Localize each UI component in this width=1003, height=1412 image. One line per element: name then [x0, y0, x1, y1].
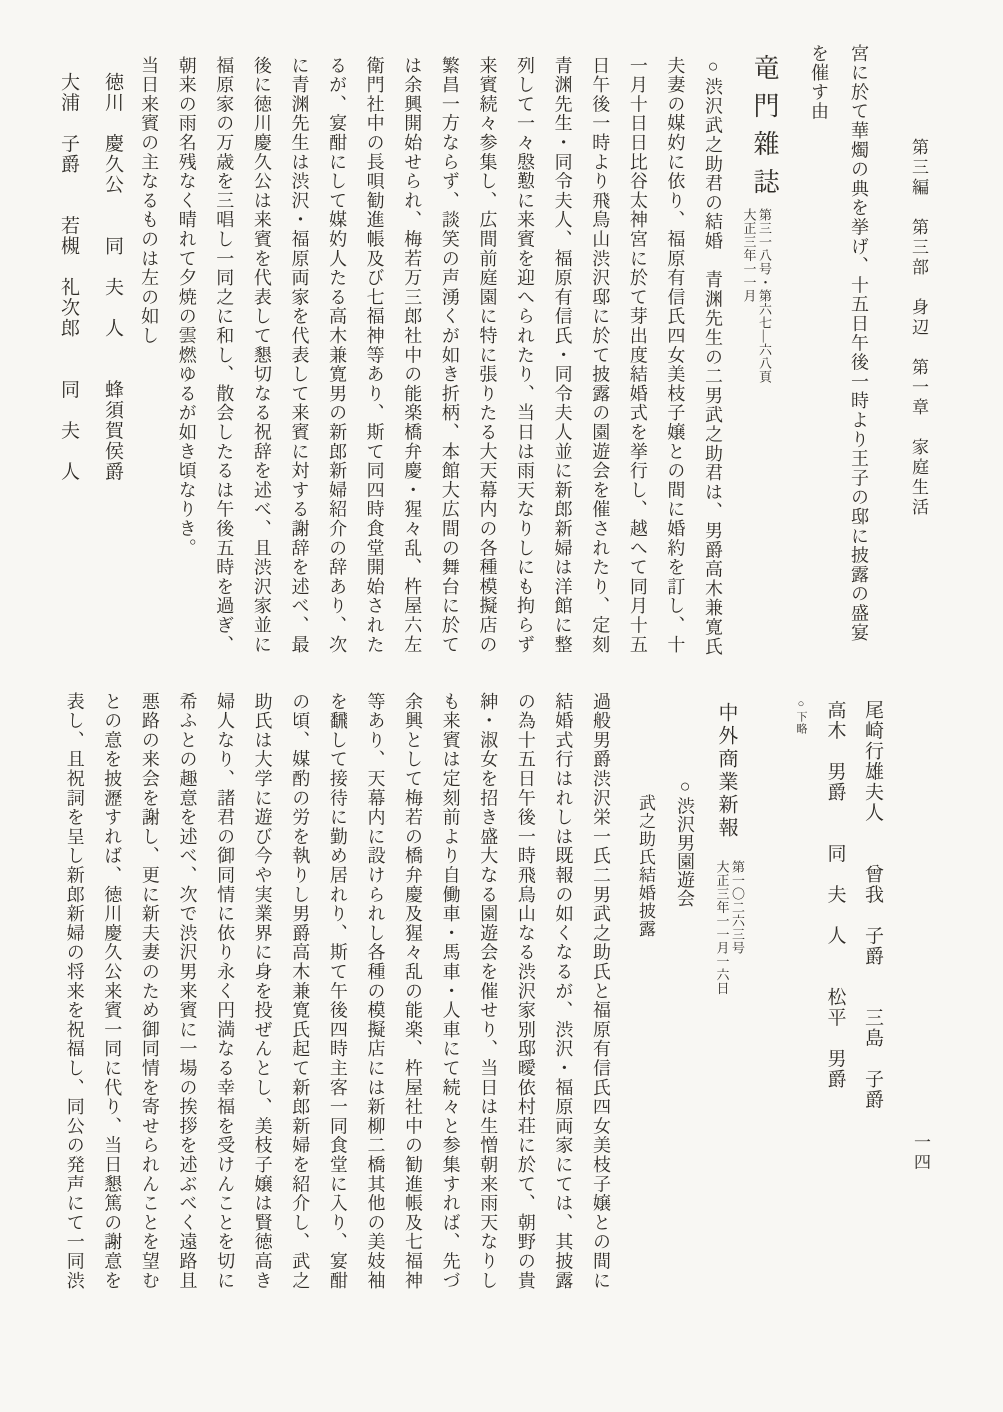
- citation-date: 大正三年一一月一六日: [714, 860, 730, 995]
- guest-names-line: 尾崎行雄夫人 曾我 子爵 三島 子爵: [862, 700, 883, 1110]
- text-line: 夫妻の媒妁に依り、福原有信氏四女美枝子嬢との間に婚約を訂し、十: [665, 56, 686, 655]
- article-body: [130, 56, 732, 656]
- guest-names-line: 徳川 慶久公 同 夫 人 蜂須賀侯爵: [102, 72, 123, 482]
- guest-names-line: 高木 男爵 同 夫 人 松平 男爵: [824, 700, 846, 1090]
- citation-date: 大正三年一一月: [741, 208, 757, 303]
- text-line: も来賓は定刻前より自働車・馬車・人車にて続々と参集すれば、先づ: [440, 692, 461, 1291]
- text-line: 後に徳川慶久公は来賓を代表して懇切なる祝辞を述べ、且渋沢家並に: [251, 56, 272, 655]
- text-line: を飜して接待に勤め居れり、斯て午後四時主客一同食堂に入り、宴酣: [327, 692, 348, 1291]
- journal-title-chugai: 中外商業新報: [715, 702, 737, 840]
- text-line: 日午後一時より飛鳥山渋沢邸に於て披露の園遊会を催されたり、定刻: [590, 56, 611, 655]
- text-line: 繁昌一方ならず、談笑の声湧くが如き折柄、本館大広間の舞台に於て: [439, 56, 460, 655]
- text-line: 等あり、天幕内に設けられし各種の模擬店には新柳二橋其他の美妓袖: [365, 692, 386, 1291]
- text-line: 表し、且祝詞を呈し新郎新婦の将来を祝福し、同公の発声にて一同渋: [64, 692, 85, 1291]
- text-line: 朝来の雨名残なく晴れて夕焼の雲燃ゆるが如き頃なりき。: [176, 56, 197, 558]
- text-line: るが、宴酣にして媒妁人たる高木兼寛男の新郎新婦紹介の辞あり、次: [327, 56, 348, 655]
- text-line: 結婚式行はれしは既報の如くなるが、渋沢・福原両家にては、其披露: [553, 692, 574, 1291]
- continuation-paragraph: [799, 44, 879, 642]
- text-line: 余興として梅若の橋弁慶及猩々乱の能楽、杵屋社中の勧進帳及七福神: [403, 692, 424, 1291]
- text-line: 来賓続々参集し、広間前庭園に特に張りたる大天幕内の各種模擬店の: [477, 56, 498, 655]
- text-line: の頃、媒酌の労を執りし男爵高木兼寛氏起て新郎新婦を紹介し、武之: [290, 692, 311, 1291]
- text-line: を催す由: [809, 44, 829, 122]
- text-line: 福原家の万歳を三唱し一同之に和し、散会したるは午後五時を過ぎ、: [214, 56, 235, 655]
- article-body: [55, 692, 619, 1290]
- page-number: 一四: [911, 1133, 930, 1173]
- text-line: 婦人なり、諸君の御同情に依り永く円満なる幸福を受けんことを切に: [215, 692, 236, 1291]
- text-line: 紳・淑女を招き盛大なる園遊会を催せり、当日は生憎朝来雨天なりし: [478, 692, 499, 1291]
- text-line: 宮に於て華燭の典を挙げ、十五日午後一時より王子の邸に披露の盛宴: [849, 44, 869, 643]
- text-line: 過般男爵渋沢栄一氏二男武之助氏と福原有信氏四女美枝子嬢との間に: [591, 692, 611, 1291]
- text-line: は余興開始せられ、梅若万三郎社中の能楽橋弁慶・猩々乱、杵屋六左: [402, 56, 423, 655]
- omission-note: ○下略: [795, 698, 807, 735]
- article-subtitle: 武之助氏結婚披露: [636, 794, 655, 938]
- text-line: 悪路の来会を謝し、更に新夫妻のため御同情を寄せられんことを望む: [139, 692, 160, 1291]
- running-head: 第三編 第三部 身辺 第一章 家庭生活: [909, 138, 928, 518]
- article-headline: ○渋沢男園遊会: [675, 776, 695, 908]
- citation-issue: 第三一八号・第六七―六八頁: [757, 208, 772, 384]
- text-line: 助氏は大学に遊び今や実業界に身を投ぜんとし、美枝子嬢は賢徳高き: [252, 692, 273, 1291]
- text-line: 希ふとの趣意を述べ、次で渋沢男来賓に一場の挨拶を述ぶべく遠路且: [177, 692, 198, 1291]
- text-line: に青渊先生は渋沢・福原両家を代表して来賓に対する謝辞を述べ、最: [289, 56, 310, 655]
- text-line: 衛門社中の長唄勧進帳及び七福神等あり、斯て同四時食堂開始された: [364, 56, 385, 655]
- text-line: ○渋沢武之助君の結婚 青渊先生の二男武之助君は、男爵高木兼寛氏: [703, 56, 723, 657]
- text-line: 当日来賓の主なるものは左の如し: [139, 56, 160, 346]
- text-line: 青渊先生・同令夫人、福原有信氏・同令夫人並に新郎新婦は洋館に整: [552, 56, 573, 655]
- journal-citation-chugai: [714, 860, 745, 995]
- text-line: の為十五日午後一時飛鳥山なる渋沢家別邸曖依村荘に於て、朝野の貴: [515, 692, 536, 1291]
- guest-name-list-continued: [816, 700, 891, 1110]
- journal-title-ryumon: 竜門雜誌: [750, 54, 779, 206]
- guest-names-line: 大浦 子爵 若槻 礼次郎 同 夫 人: [58, 72, 79, 482]
- journal-citation-ryumon: [741, 208, 772, 384]
- citation-issue: 第一〇二六三号: [730, 860, 745, 955]
- text-line: との意を披瀝すれば、徳川慶久公来賓一同に代り、当日懇篤の謝意を: [102, 692, 123, 1291]
- text-line: 一月十日日比谷太神宮に於て芽出度結婚式を挙行し、越へて同月十五: [627, 56, 648, 655]
- text-line: 列して一々慇懃に来賓を迎へられたり、当日は雨天なりしにも拘らず: [515, 56, 536, 655]
- guest-name-list: [46, 72, 134, 482]
